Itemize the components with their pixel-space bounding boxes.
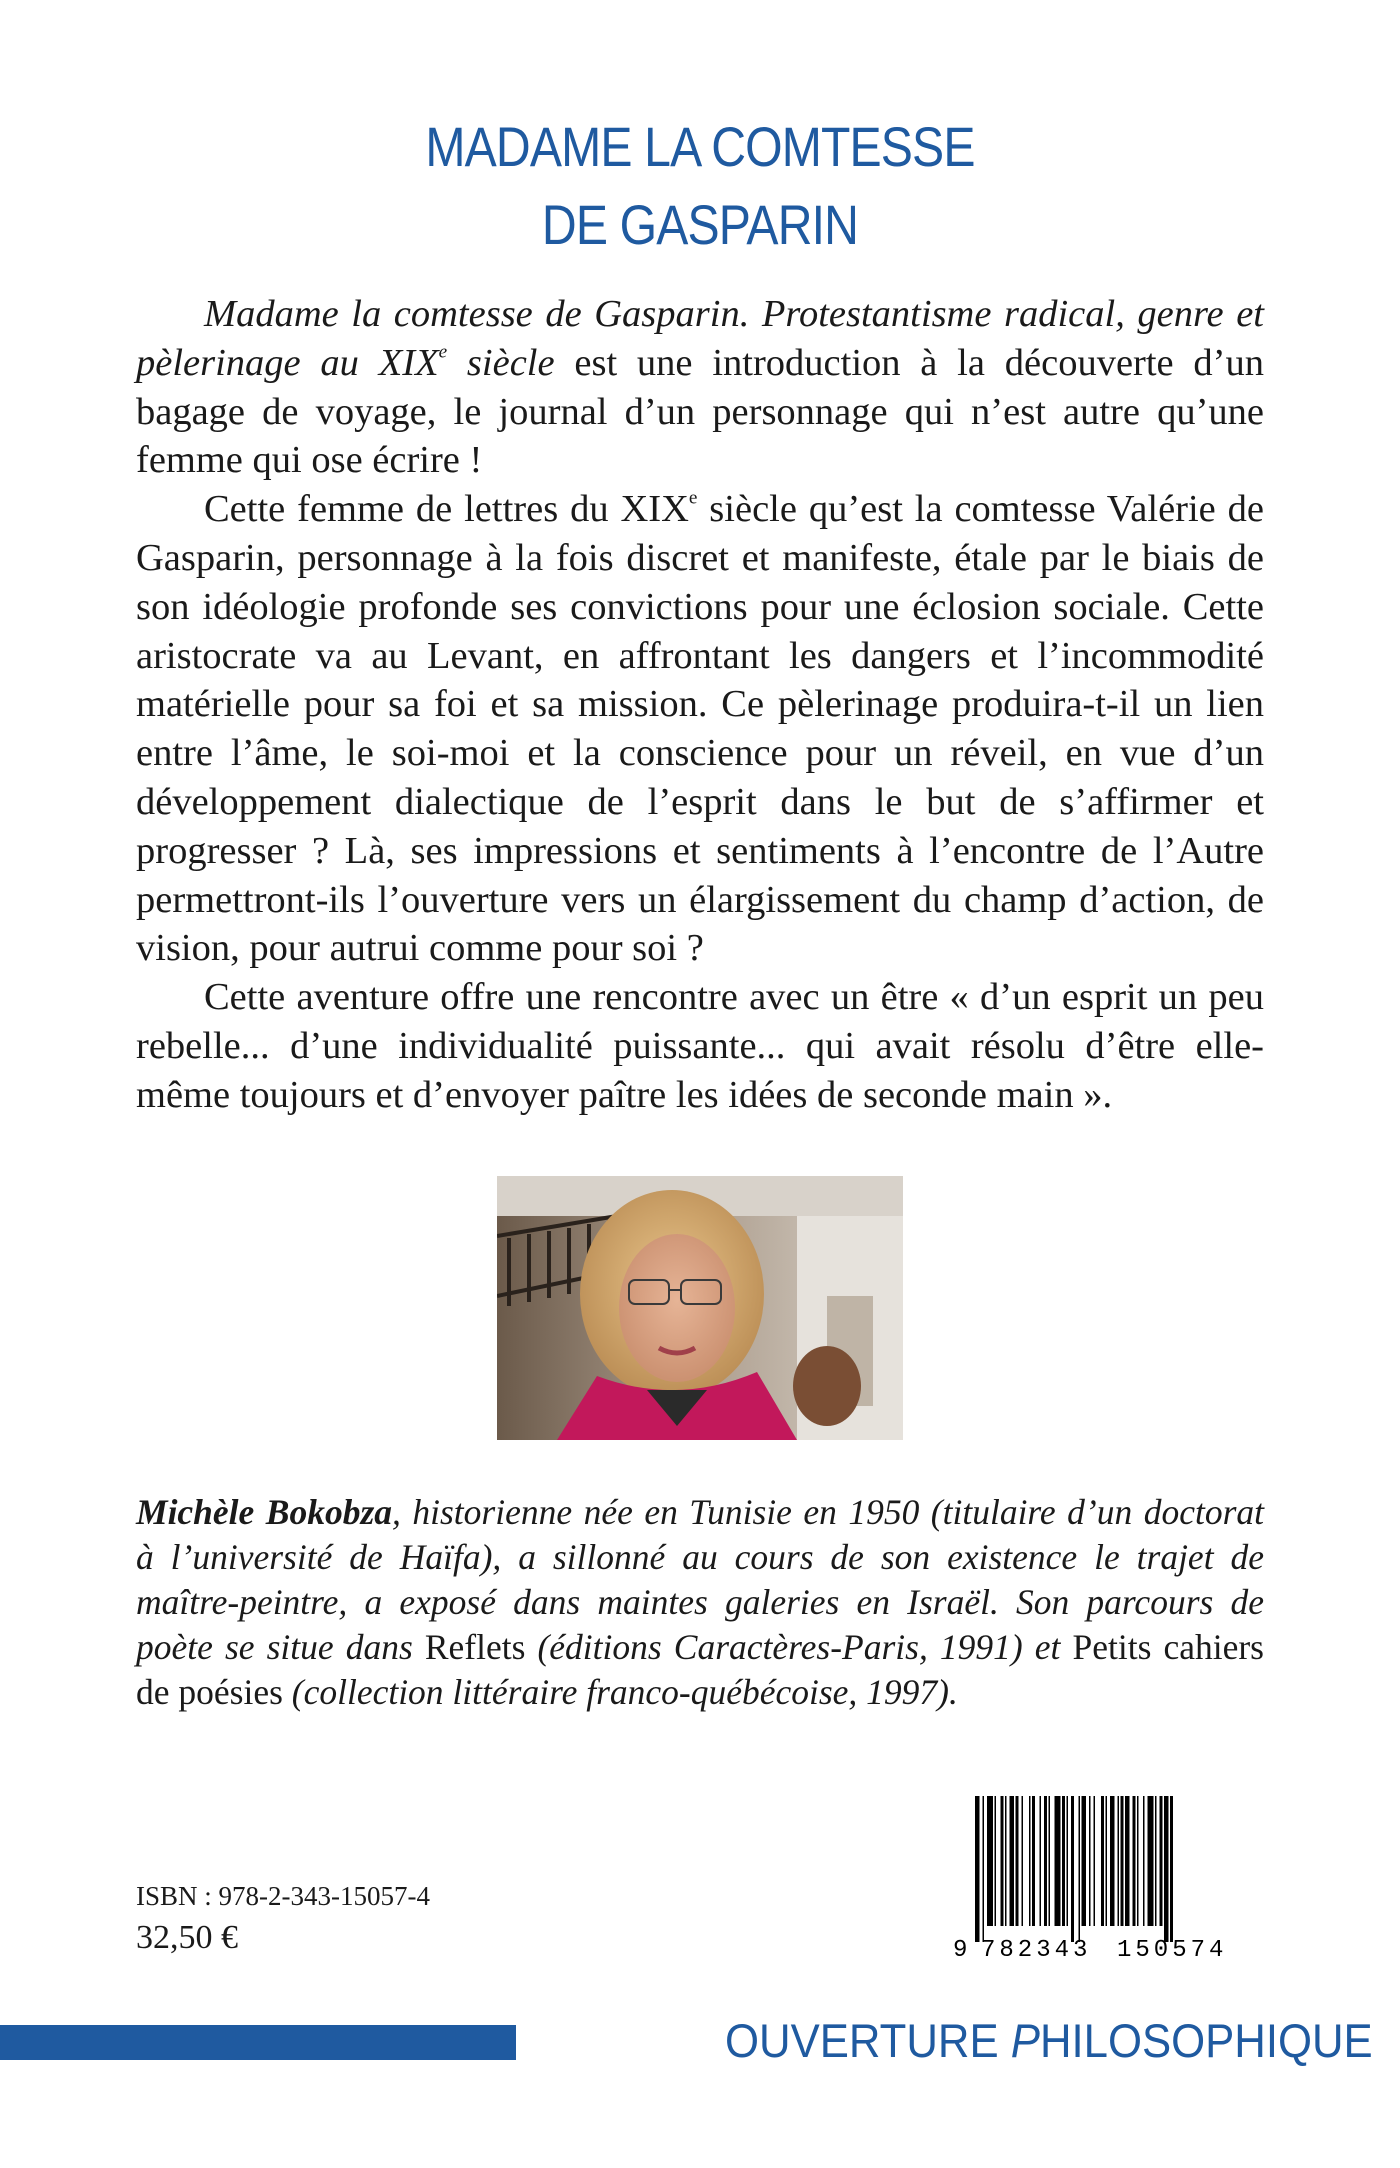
summary-paragraph-3: Cette aventure offre une rencontre avec un être « d’un esprit un peu rebelle... d’une individualité puissante... qui avait résolu d’être elle-même toujours et d’envoyer paître les idées de seconde main ». xyxy=(136,976,1264,1116)
barcode-bar xyxy=(1110,1796,1115,1926)
author-biography: Michèle Bokobza, historienne née en Tunisie en 1950 (titulaire d’un doctorat à l’université de Haïfa), a sillonné au cours de son existence le trajet de maître-peintre, a exposé dans maintes galeries en Israël. Son parcours de poète se situe dans Reflets (éditions Caractères-Paris, 1991) et Petits cahiers de poésies (collection littéraire franco-québécoise, 1997). xyxy=(136,1492,1264,1712)
book-title-line-2: DE GASPARIN xyxy=(541,193,859,256)
book-reflets: Reflets xyxy=(424,1627,526,1667)
barcode-bar xyxy=(1029,1796,1031,1926)
work-title: Madame la comtesse de Gasparin. Protestantisme radical, genre et pèlerinage au XIXe siècle xyxy=(136,293,1264,384)
barcode-bar xyxy=(1118,1796,1120,1926)
barcode-bar xyxy=(1040,1796,1042,1926)
back-cover-summary xyxy=(136,290,1264,1120)
barcode-bar xyxy=(995,1796,997,1926)
summary-paragraph-1: Madame la comtesse de Gasparin. Protestantisme radical, genre et pèlerinage au XIXe siècle est une introduction à la découverte d’un bagage de voyage, le journal d’un personnage qui n’est autre qu’une femme qui ose écrire ! xyxy=(136,293,1264,482)
isbn-barcode xyxy=(951,1790,1261,1962)
barcode-bar xyxy=(1044,1796,1047,1926)
barcode-bar xyxy=(1133,1796,1136,1926)
barcode-graphic xyxy=(951,1790,1261,1962)
barcode-bar xyxy=(1001,1796,1004,1926)
barcode-bar xyxy=(1071,1796,1074,1942)
barcode-bar xyxy=(1089,1796,1091,1926)
barcode-bar xyxy=(1022,1796,1024,1926)
summary-paragraph-2: Cette femme de lettres du XIXe siècle qu’est la comtesse Valérie de Gasparin, personnage à la fois discret et manifeste, étale par le biais de son idéologie profonde ses convictions pour une éclosion sociale. Cette aristocrate va au Levant, en affrontant les dangers et l’incommodité matérielle pour sa foi et sa mission. Ce pèlerinage produira-t-il un lien entre l’âme, le soi-moi et la conscience pour un réveil, en vue d’un développement dialectique de l’esprit dans le but de s’affirmer et progresser ? Là, ses impressions et sentiments à l’encontre de l’Autre permettront-ils l’ouverture vers un élargissement du champ d’action, de vision, pour autrui comme pour soi ? xyxy=(136,487,1264,970)
barcode-bar xyxy=(1016,1796,1019,1926)
barcode-bar xyxy=(1094,1796,1096,1926)
barcode-bar xyxy=(1055,1796,1061,1926)
barcode-bar xyxy=(1049,1796,1051,1926)
barcode-bar xyxy=(1101,1796,1104,1926)
barcode-bar xyxy=(1164,1796,1169,1942)
author-photo xyxy=(497,1176,903,1440)
barcode-bar xyxy=(1148,1796,1154,1926)
book-title xyxy=(98,108,1302,264)
barcode-bar xyxy=(1106,1796,1108,1926)
barcode-digits-left: 782343 xyxy=(981,1937,1092,1962)
book-petits-cahiers: Petits cahiers de poésies xyxy=(136,1627,1264,1712)
barcode-bar xyxy=(1125,1796,1130,1926)
barcode-bar xyxy=(1010,1796,1015,1926)
book-title-line-1: MADAME LA COMTESSE xyxy=(425,115,975,178)
barcode-bar xyxy=(1032,1796,1035,1926)
barcode-digit-lead: 9 xyxy=(953,1937,968,1962)
barcode-bar xyxy=(975,1796,980,1942)
barcode-bar xyxy=(1160,1796,1163,1926)
barcode-bar xyxy=(1170,1796,1173,1942)
barcode-bar xyxy=(987,1796,993,1926)
barcode-bar xyxy=(1082,1796,1087,1926)
barcode-bar xyxy=(1121,1796,1124,1926)
barcode-bar xyxy=(1143,1796,1145,1926)
footer-accent-bar xyxy=(0,2025,516,2060)
barcode-bar xyxy=(1005,1796,1007,1926)
barcode-bar xyxy=(1067,1796,1069,1926)
isbn: ISBN : 978-2-343-15057-4 xyxy=(136,1881,430,1911)
barcode-bar xyxy=(1062,1796,1065,1926)
price: 32,50 € xyxy=(136,1919,238,1956)
author-name: Michèle Bokobza xyxy=(136,1492,393,1532)
barcode-bar xyxy=(1079,1796,1081,1942)
barcode-digits-right: 150574 xyxy=(1117,1937,1228,1962)
barcode-bar xyxy=(1155,1796,1157,1926)
barcode-bar xyxy=(1137,1796,1139,1926)
series-name: OUVERTURE PHILOSOPHIQUE xyxy=(725,2014,1373,2067)
barcode-bar xyxy=(983,1796,985,1942)
author-photo-image xyxy=(497,1176,903,1440)
